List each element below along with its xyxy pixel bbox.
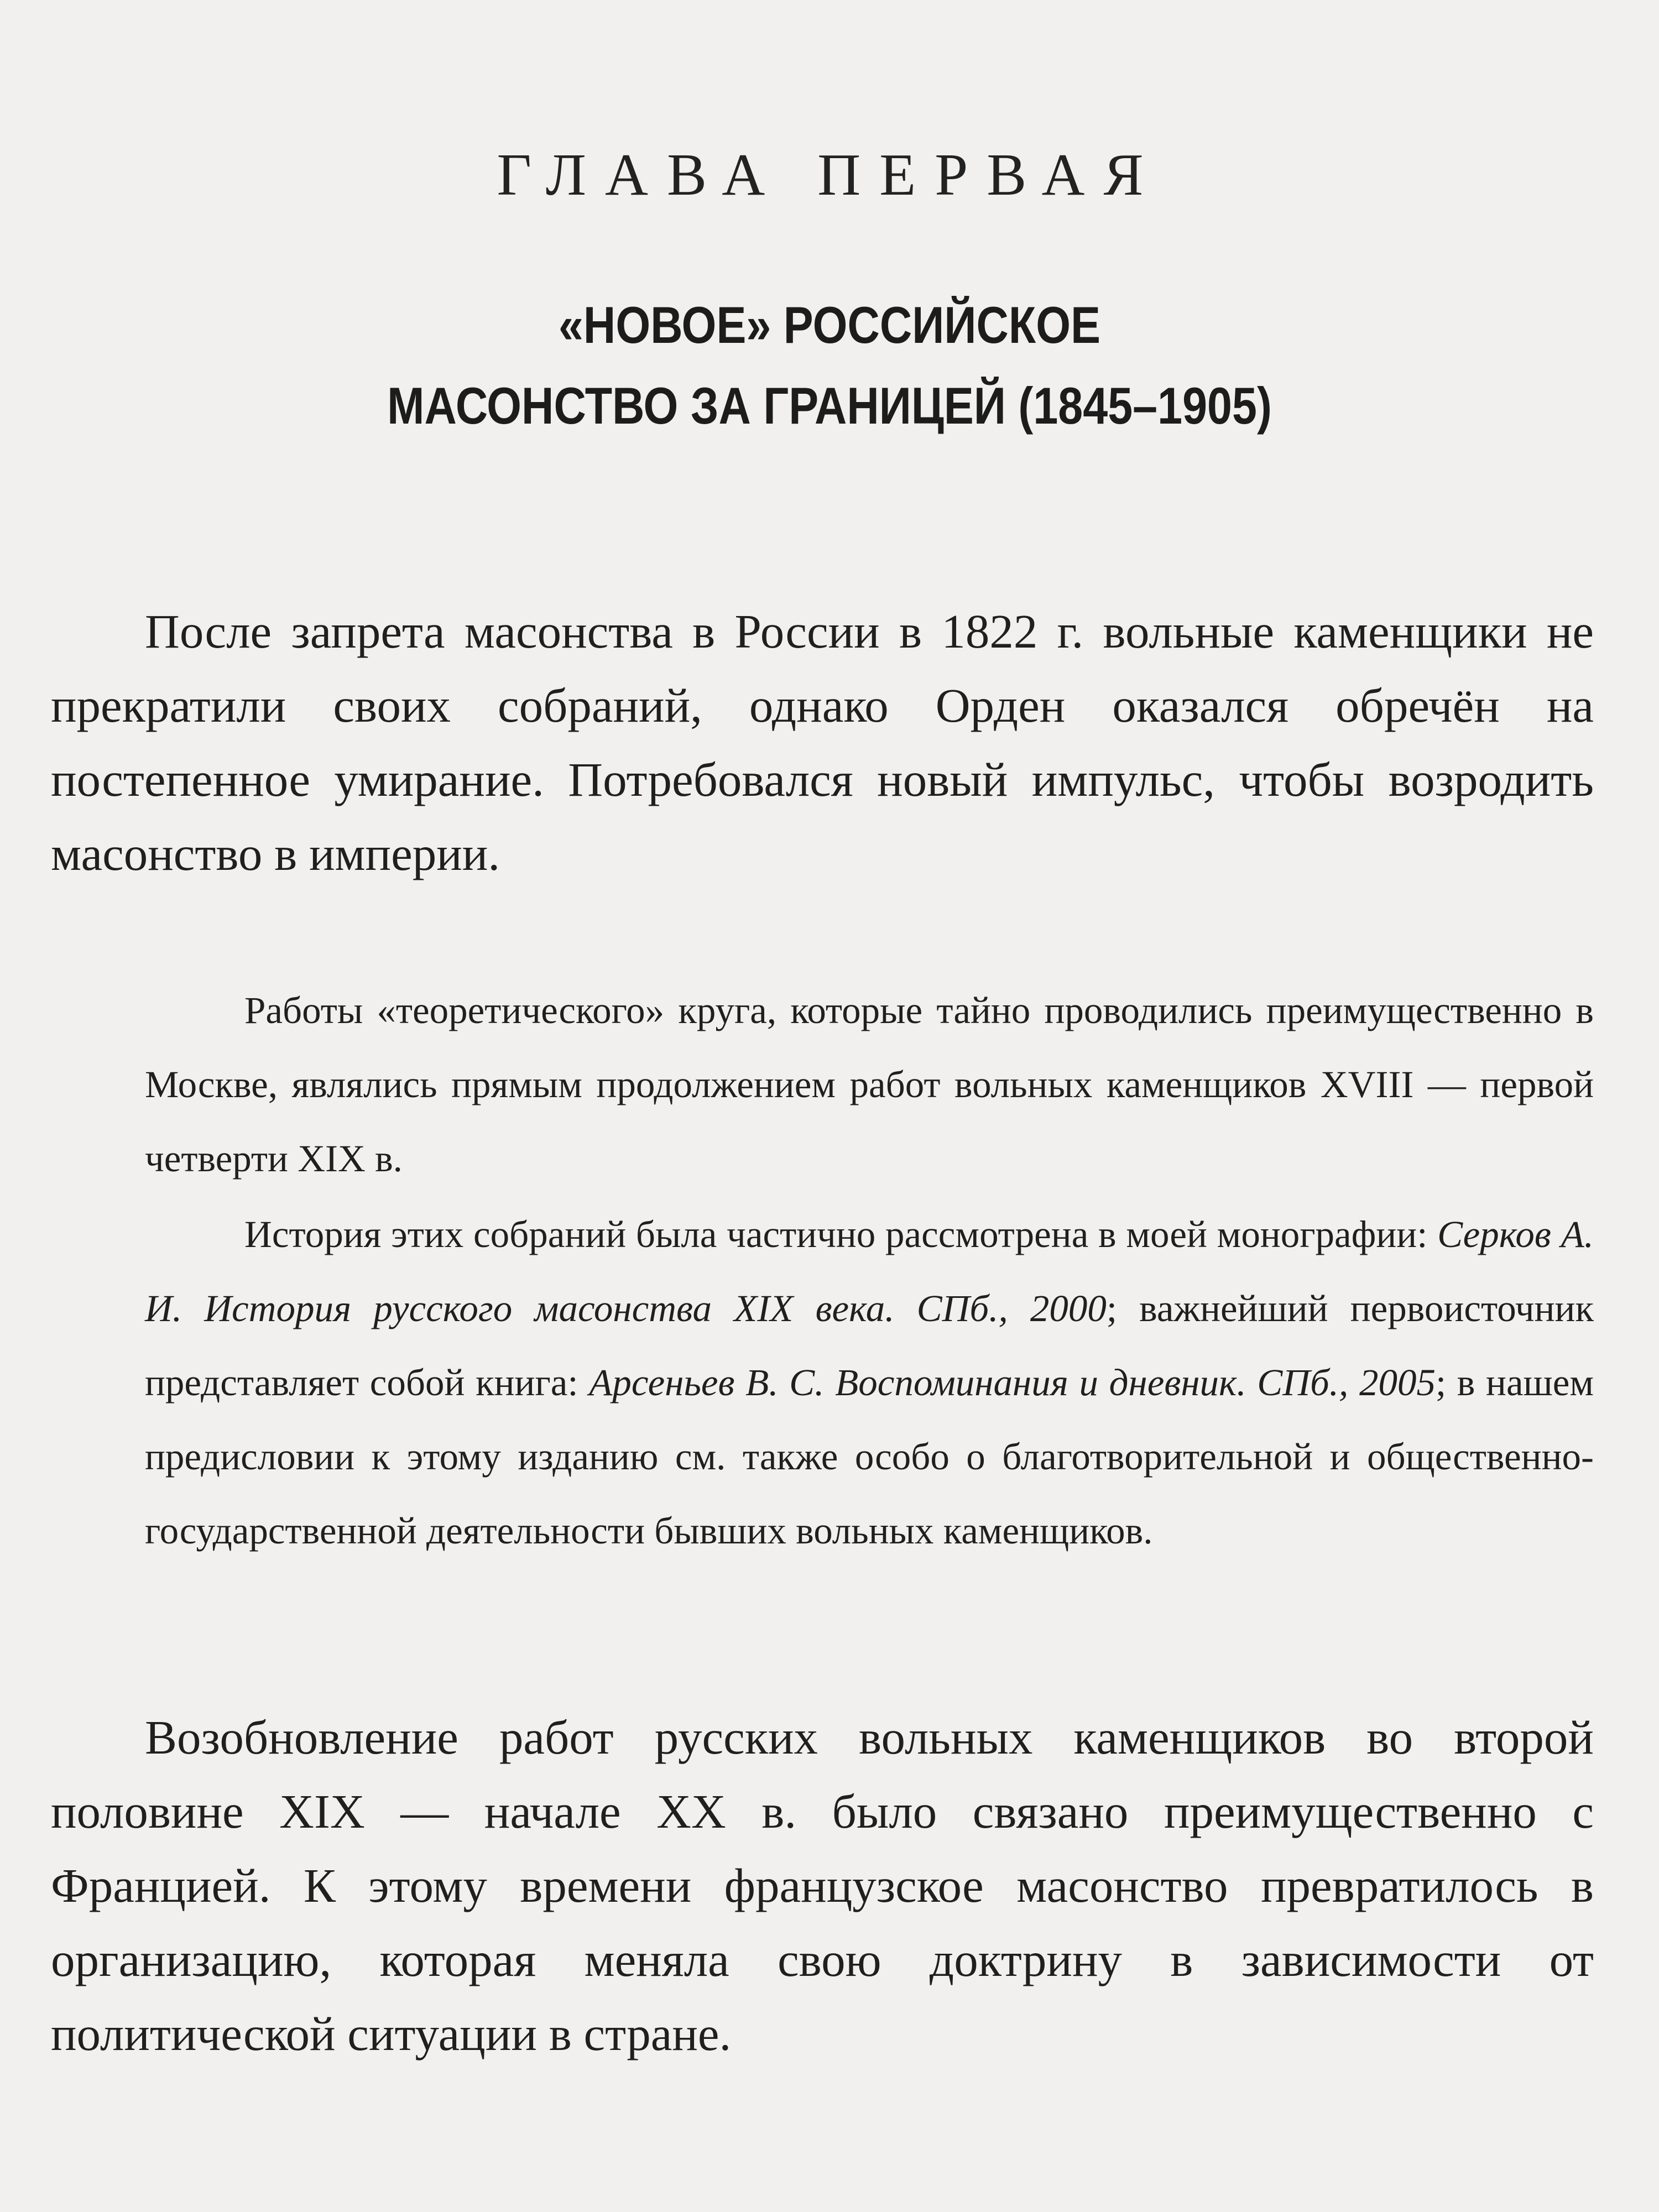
footnote-paragraph-2 xyxy=(145,1197,1594,1568)
note2-reference-1: Серков А. И. История русского масонства XIX века. СПб., 2000 xyxy=(145,1213,1594,1329)
note2-text-3: ; в нашем предисловии к этому изданию см. также особо о благотворительной и общественно-государственной деятельности бывших вольных каменщиков. xyxy=(145,1361,1594,1552)
note2-text-2: ; важнейший первоисточник представляет собой книга: xyxy=(145,1287,1594,1404)
chapter-title-line-1: «НОВОЕ» РОССИЙСКОЕ xyxy=(558,296,1101,354)
body-paragraph-1: После запрета масонства в России в 1822 г. вольные каменщики не прекратили своих собраний, однако Орден оказался обречён на постепенное умирание. Потребовался новый импульс, чтобы возродить масонство в империи. xyxy=(51,604,1594,880)
note2-text-1: История этих собраний была частично рассмотрена в моей монографии: xyxy=(244,1213,1438,1255)
chapter-title xyxy=(116,285,1543,446)
note2-reference-2: Арсеньев В. С. Воспоминания и дневник. СПб., 2005 xyxy=(589,1361,1436,1404)
chapter-label: ГЛАВА ПЕРВАЯ xyxy=(497,142,1162,208)
chapter-title-line-2: МАСОНСТВО ЗА ГРАНИЦЕЙ (1845–1905) xyxy=(387,377,1272,435)
footnote-paragraph-1: Работы «теоретического» круга, которые тайно проводились преимущественно в Москве, являлись прямым продолжением работ вольных каменщиков XVIII — первой четверти XIX в. xyxy=(145,989,1594,1180)
body-paragraph-2: Возобновление работ русских вольных каменщиков во второй половине XIX — начале XX в. было связано преимущественно с Францией. К этому времени французское масонство превратилось в организацию, которая меняла свою доктрину в зависимости от политической ситуации в стране. xyxy=(51,1710,1594,2060)
